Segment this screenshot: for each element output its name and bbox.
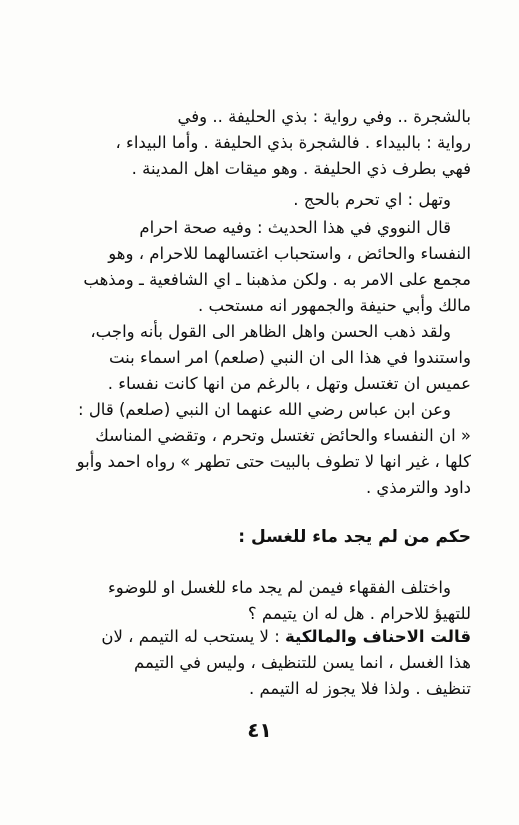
section-heading: حكم من لم يجد ماء للغسل : [238,527,471,547]
paragraph-1 [41,104,471,182]
text-line: ولقد ذهب الحسن واهل الظاهر الى القول بأنه واجب، [90,322,451,341]
text-line: عميس ان تغتسل وتهل ، بالرغم من انها كانت نفساء . [107,374,471,393]
text-line: رواية : بالبيداء . فالشجرة بذي الحليفة . وأما البيداء ، [115,133,471,152]
text-line: وعن ابن عباس رضي الله عنهما ان النبي (صلعم) قال : [78,400,451,419]
text-line: قال النووي في هذا الحديث : وفيه صحة احرام [139,218,451,237]
text-line: وتهل : اي تحرم بالحج . [293,190,451,209]
paragraph-3 [41,215,471,319]
bold-lead: قالت الاحناف والمالكية [285,627,471,646]
text-line: بالشجرة .. وفي رواية : بذي الحليفة .. وفي [177,107,471,126]
text-line [41,624,471,650]
text-line: هذا الغسل ، انما يسن للتنظيف ، وليس في التيمم [134,653,471,672]
text-line: داود والترمذي . [365,478,471,497]
section-heading-block [41,524,471,550]
page-number: ٤١ [247,718,272,742]
paragraph-6 [41,575,471,627]
paragraph-2 [41,187,471,213]
lead-rest: : لا يستحب له التيمم ، لان [101,627,286,646]
text-line: مجمع على الامر به . ولكن مذهبنا ـ اي الشافعية ـ ومذهب [83,270,471,289]
text-line: « ان النفساء والحائض تغتسل وتحرم ، وتقضي المناسك [95,426,471,445]
paragraph-5 [41,397,471,501]
text-line: تنظيف . ولذا فلا يجوز له التيمم . [248,679,471,698]
text-line: مالك وأبي حنيفة والجمهور انه مستحب . [197,296,471,315]
paragraph-7 [41,624,471,702]
text-line: كلها ، غير انها لا تطوف بالبيت حتى تطهر » رواه احمد وأبو [76,452,471,471]
text-line: للتهيؤ للاحرام . هل له ان يتيمم ؟ [247,604,471,623]
text-line: واختلف الفقهاء فيمن لم يجد ماء للغسل او للوضوء [108,578,451,597]
text-line: واستندوا في هذا الى ان النبي (صلعم) امر اسماء بنت [108,348,471,367]
text-line: فهي بطرف ذي الحليفة . وهو ميقات اهل المدينة . [131,159,471,178]
paragraph-4 [41,319,471,397]
text-line: النفساء والحائض ، واستحباب اغتسالهما للاحرام ، وهو [108,244,471,263]
